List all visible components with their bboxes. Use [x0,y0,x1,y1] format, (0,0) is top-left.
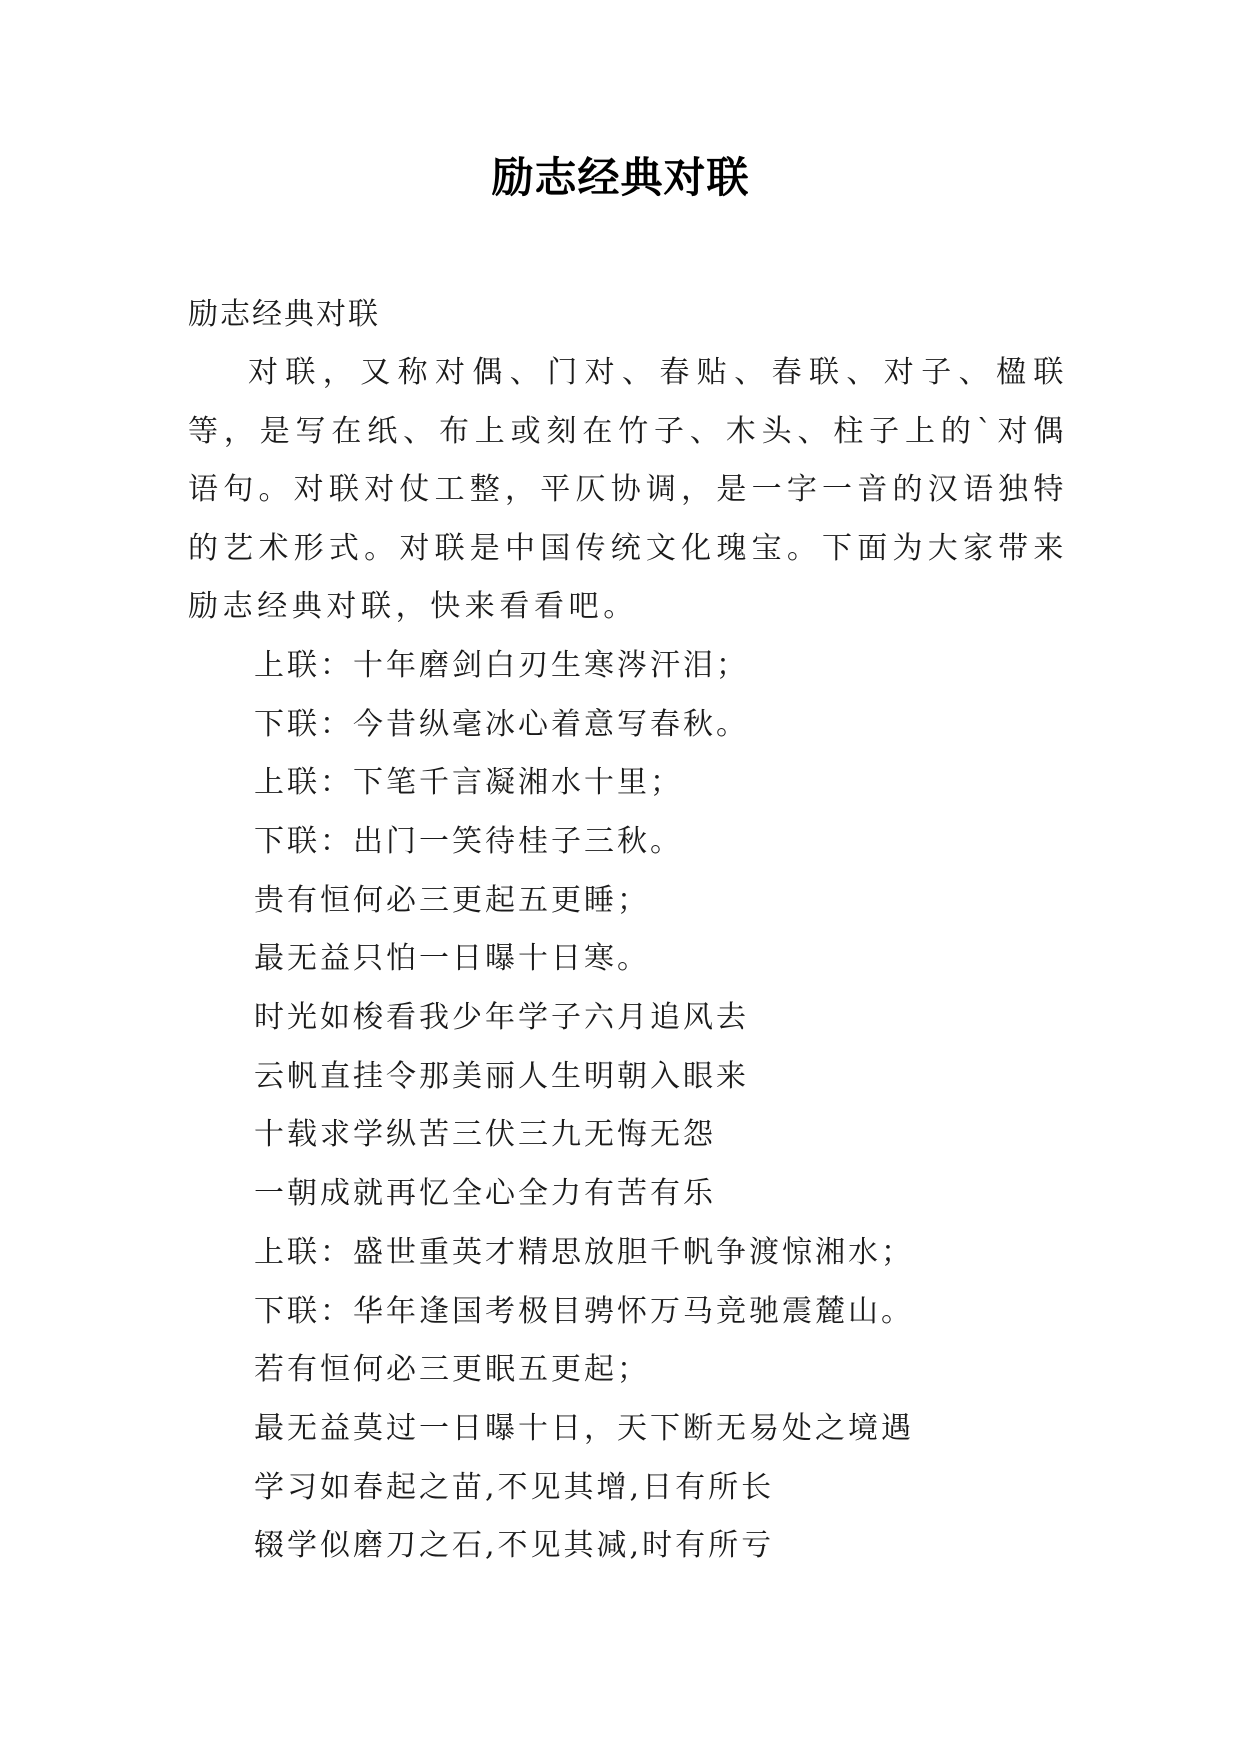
intro-paragraph: 对联，又称对偶、门对、春贴、春联、对子、楹联等，是写在纸、布上或刻在竹子、木头、柱子上的`对偶语句。对联对仗工整，平仄协调，是一字一音的汉语独特的艺术形式。对联是中国传统文化瑰宝。下面为大家带来励志经典对联，快来看看吧。 [188,355,1068,625]
couplet-line: 学习如春起之苗,不见其增,日有所长 [254,1469,775,1505]
couplet-line: 最无益只怕一日曝十日寒。 [254,941,650,977]
couplet-line: 一朝成就再忆全心全力有苦有乐 [254,1176,716,1212]
couplet-line: 上联：盛世重英才精思放胆千帆争渡惊湘水； [254,1234,914,1270]
couplet-line: 云帆直挂令那美丽人生明朝入眼来 [254,1058,749,1094]
couplet-line: 下联：华年逢国考极目骋怀万马竞驰震麓山。 [254,1293,914,1329]
couplet-line: 最无益莫过一日曝十日，天下断无易处之境遇 [254,1410,914,1446]
couplet-line: 时光如梭看我少年学子六月追风去 [254,1000,749,1036]
couplet-line: 下联：今昔纵毫冰心着意写春秋。 [254,706,749,742]
couplet-line: 十载求学纵苦三伏三九无悔无怨 [254,1117,716,1153]
couplet-list [188,637,1068,1576]
couplet-line: 上联：下笔千言凝湘水十里； [254,765,683,801]
document-subtitle: 励志经典对联 [188,297,380,332]
couplet-line: 下联：出门一笑待桂子三秋。 [254,824,683,860]
document-body [188,286,1068,1576]
couplet-line: 贵有恒何必三更起五更睡； [254,882,650,918]
couplet-line: 上联：十年磨剑白刃生寒涔汗泪； [254,647,749,683]
couplet-line: 若有恒何必三更眠五更起； [254,1352,650,1388]
couplet-line: 辍学似磨刀之石,不见其减,时有所亏 [254,1528,775,1564]
document-title: 励志经典对联 [491,153,750,202]
